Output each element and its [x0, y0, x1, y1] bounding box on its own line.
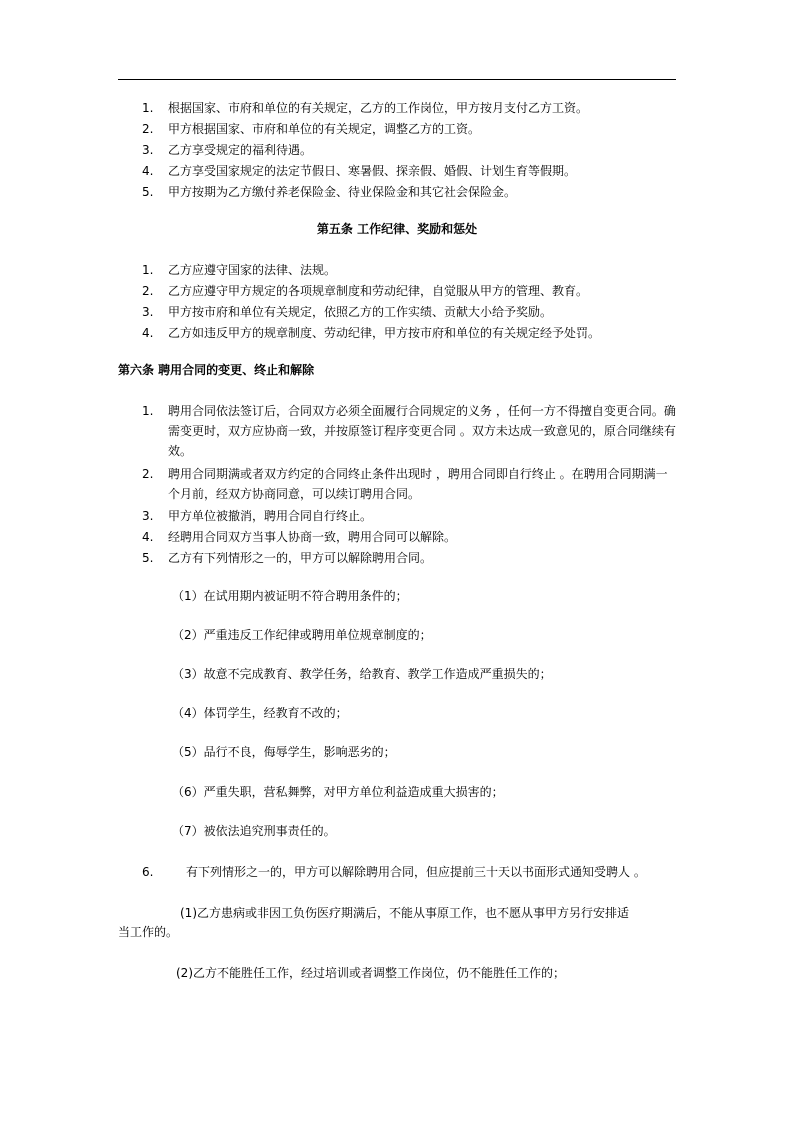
item-number: 6.: [142, 865, 154, 879]
paragraph-line: 当工作的。: [118, 925, 179, 939]
item-text: 根据国家、市府和单位的有关规定，乙方的工作岗位，甲方按月支付乙方工资。: [168, 101, 589, 115]
list-item: [142, 140, 682, 160]
sub-item: （6）严重失职，营私舞弊，对甲方单位利益造成重大损害的；: [172, 785, 504, 799]
item-number: 1.: [142, 404, 154, 418]
list-item: [142, 260, 682, 280]
item-text: 乙方享受规定的福利待遇。: [168, 143, 313, 157]
list-item: [142, 281, 682, 301]
list-item: [142, 323, 682, 343]
item-number: 2.: [142, 467, 154, 481]
item-number: 4.: [142, 326, 154, 340]
list-item: [142, 98, 682, 118]
item-text: 乙方有下列情形之一的，甲方可以解除聘用合同。: [168, 551, 433, 565]
list-item: [142, 182, 682, 202]
item-number: 4.: [142, 164, 154, 178]
item-text: 乙方享受国家规定的法定节假日、寒暑假、探亲假、婚假、计划生育等假期。: [168, 164, 577, 178]
item-text: 经聘用合同双方当事人协商一致，聘用合同可以解除。: [168, 530, 457, 544]
paragraph-line: (1)乙方患病或非因工负伤医疗期满后，不能从事原工作，也不愿从事甲方另行安排适: [180, 906, 630, 920]
item-text: 乙方应遵守甲方规定的各项规章制度和劳动纪律，自觉服从甲方的管理、教育。: [168, 284, 589, 298]
item-number: 3.: [142, 143, 154, 157]
sub-item: （4）体罚学生，经教育不改的；: [172, 706, 348, 720]
header-rule: [118, 79, 676, 80]
paragraph-line: (2)乙方不能胜任工作，经过培训或者调整工作岗位，仍不能胜任工作的；: [176, 966, 566, 980]
sub-item: （1）在试用期内被证明不符合聘用条件的；: [172, 589, 408, 603]
list-item: [142, 506, 682, 526]
item-text: 甲方按期为乙方缴付养老保险金、待业保险金和其它社会保险金。: [168, 185, 517, 199]
list-item: [142, 302, 682, 322]
item-number: 3.: [142, 305, 154, 319]
sub-item: （2）严重违反工作纪律或聘用单位规章制度的；: [172, 628, 432, 642]
item-number: 5.: [142, 551, 154, 565]
list-item: [142, 527, 682, 547]
sub-item: （5）品行不良，侮辱学生，影响恶劣的；: [172, 745, 396, 759]
item-text: 聘用合同依法签订后，合同双方必须全面履行合同规定的义务 ，任何一方不得擅自变更合同。确需变更时，双方应协商一致，并按原签订程序变更合同 。双方未达成一致意见的，原合同继续有效。: [168, 404, 676, 458]
article-6-heading: 第六条 聘用合同的变更、终止和解除: [118, 363, 315, 377]
article-5-heading: 第五条 工作纪律、奖励和惩处: [316, 222, 478, 236]
item-number: 1.: [142, 101, 154, 115]
list-item: [142, 548, 682, 568]
list-item: [142, 161, 682, 181]
list-item: [142, 119, 682, 139]
item-number: 2.: [142, 122, 154, 136]
item-number: 1.: [142, 263, 154, 277]
item-text: 甲方按市府和单位有关规定，依照乙方的工作实绩、贡献大小给予奖励。: [168, 305, 553, 319]
list-item: [142, 464, 678, 504]
sub-item: （7）被依法追究刑事责任的。: [172, 824, 336, 838]
item-text: 聘用合同期满或者双方约定的合同终止条件出现时 ，聘用合同即自行终止 。在聘用合同期满一个月前，经双方协商同意，可以续订聘用合同。: [168, 467, 668, 501]
item-text: 甲方根据国家、市府和单位的有关规定，调整乙方的工资。: [168, 122, 481, 136]
item-text: 甲方单位被撤消，聘用合同自行终止。: [168, 509, 373, 523]
item-number: 3.: [142, 509, 154, 523]
item-number: 2.: [142, 284, 154, 298]
item-text: 乙方应遵守国家的法律、法规。: [168, 263, 337, 277]
sub-item: （3）故意不完成教育、教学任务，给教育、教学工作造成严重损失的；: [172, 667, 552, 681]
item-number: 4.: [142, 530, 154, 544]
item-text: 有下列情形之一的，甲方可以解除聘用合同，但应提前三十天以书面形式通知受聘人 。: [186, 865, 646, 879]
item-text: 乙方如违反甲方的规章制度、劳动纪律，甲方按市府和单位的有关规定经予处罚。: [168, 326, 601, 340]
list-item: [142, 401, 678, 461]
item-number: 5.: [142, 185, 154, 199]
